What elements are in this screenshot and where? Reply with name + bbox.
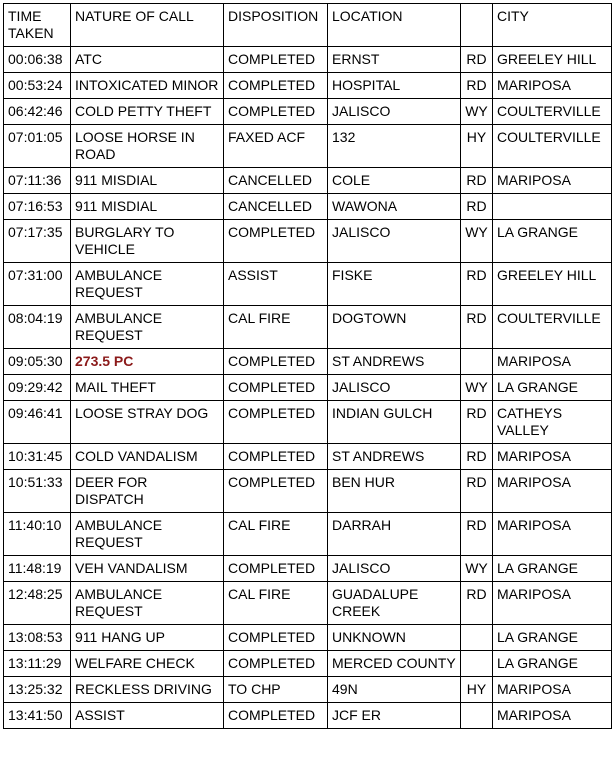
cell-nature: VEH VANDALISM [71,556,224,582]
cell-location: 49N [328,677,461,703]
cell-disposition: TO CHP [224,677,328,703]
cell-time: 10:51:33 [4,470,71,513]
cell-time: 07:11:36 [4,168,71,194]
header-city: CITY [493,4,612,47]
cell-location: JALISCO [328,556,461,582]
cell-location: ST ANDREWS [328,349,461,375]
header-suffix [461,4,493,47]
cell-time: 12:48:25 [4,582,71,625]
cell-suffix: RD [461,194,493,220]
cell-nature: LOOSE STRAY DOG [71,401,224,444]
table-row [4,168,612,194]
cell-time: 11:48:19 [4,556,71,582]
table-row [4,73,612,99]
cell-nature: MAIL THEFT [71,375,224,401]
cell-disposition: COMPLETED [224,349,328,375]
table-row [4,194,612,220]
cell-city: GREELEY HILL [493,47,612,73]
cell-disposition: COMPLETED [224,401,328,444]
cell-city: MARIPOSA [493,470,612,513]
cell-location: ERNST [328,47,461,73]
cell-disposition: COMPLETED [224,470,328,513]
cell-time: 09:05:30 [4,349,71,375]
cell-time: 13:25:32 [4,677,71,703]
header-nature: NATURE OF CALL [71,4,224,47]
cell-suffix [461,349,493,375]
cell-disposition: COMPLETED [224,73,328,99]
cell-nature: 911 MISDIAL [71,168,224,194]
cell-time: 00:53:24 [4,73,71,99]
cell-nature: LOOSE HORSE IN ROAD [71,125,224,168]
cell-time: 07:17:35 [4,220,71,263]
table-row [4,125,612,168]
cell-city: LA GRANGE [493,375,612,401]
cell-suffix: RD [461,47,493,73]
cell-suffix: WY [461,375,493,401]
cell-time: 09:46:41 [4,401,71,444]
table-row [4,582,612,625]
cell-disposition: CAL FIRE [224,582,328,625]
cell-suffix [461,625,493,651]
cell-nature: ATC [71,47,224,73]
cell-city: MARIPOSA [493,677,612,703]
cell-suffix: RD [461,470,493,513]
cell-city: MARIPOSA [493,513,612,556]
cell-disposition: COMPLETED [224,47,328,73]
cell-disposition: COMPLETED [224,703,328,729]
cell-suffix: RD [461,401,493,444]
cell-suffix [461,703,493,729]
cell-time: 13:08:53 [4,625,71,651]
cell-suffix [461,651,493,677]
cell-disposition: COMPLETED [224,99,328,125]
cell-location: 132 [328,125,461,168]
cell-suffix: RD [461,513,493,556]
cell-city: MARIPOSA [493,703,612,729]
cell-disposition: COMPLETED [224,556,328,582]
cell-location: JALISCO [328,99,461,125]
cell-time: 09:29:42 [4,375,71,401]
cell-time: 06:42:46 [4,99,71,125]
cell-city: CATHEYS VALLEY [493,401,612,444]
cell-nature: DEER FOR DISPATCH [71,470,224,513]
cell-location: FISKE [328,263,461,306]
table-row [4,263,612,306]
cell-nature: 911 HANG UP [71,625,224,651]
cell-location: MERCED COUNTY [328,651,461,677]
cell-city: LA GRANGE [493,220,612,263]
table-row [4,444,612,470]
header-time: TIME TAKEN [4,4,71,47]
cell-location: HOSPITAL [328,73,461,99]
table-row [4,625,612,651]
cell-suffix: RD [461,306,493,349]
cell-disposition: COMPLETED [224,220,328,263]
cell-location: JCF ER [328,703,461,729]
cell-disposition: COMPLETED [224,444,328,470]
table-row [4,47,612,73]
cell-nature: AMBULANCE REQUEST [71,513,224,556]
cell-city: MARIPOSA [493,582,612,625]
cell-disposition: COMPLETED [224,651,328,677]
table-row [4,677,612,703]
header-location: LOCATION [328,4,461,47]
cell-nature: RECKLESS DRIVING [71,677,224,703]
cell-nature: WELFARE CHECK [71,651,224,677]
cell-disposition: COMPLETED [224,625,328,651]
cell-city [493,194,612,220]
cell-time: 07:31:00 [4,263,71,306]
cell-location: WAWONA [328,194,461,220]
table-row [4,401,612,444]
cell-nature: 911 MISDIAL [71,194,224,220]
cell-nature: BURGLARY TO VEHICLE [71,220,224,263]
cell-suffix: RD [461,444,493,470]
table-row [4,99,612,125]
table-row [4,349,612,375]
table-row [4,703,612,729]
cell-disposition: CANCELLED [224,194,328,220]
cell-city: LA GRANGE [493,556,612,582]
cell-nature: ASSIST [71,703,224,729]
cell-city: LA GRANGE [493,651,612,677]
table-row [4,513,612,556]
cell-location: BEN HUR [328,470,461,513]
cell-suffix: RD [461,582,493,625]
cell-time: 13:41:50 [4,703,71,729]
cell-suffix: RD [461,73,493,99]
table-row [4,556,612,582]
cell-time: 07:01:05 [4,125,71,168]
cell-suffix: WY [461,556,493,582]
cell-city: GREELEY HILL [493,263,612,306]
table-row [4,375,612,401]
cell-city: MARIPOSA [493,444,612,470]
cell-suffix: HY [461,125,493,168]
cell-suffix: RD [461,168,493,194]
cell-location: DOGTOWN [328,306,461,349]
cell-city: COULTERVILLE [493,306,612,349]
table-row [4,306,612,349]
table-row [4,651,612,677]
cell-city: COULTERVILLE [493,99,612,125]
cell-time: 00:06:38 [4,47,71,73]
cell-city: MARIPOSA [493,73,612,99]
cell-disposition: CAL FIRE [224,513,328,556]
cell-city: LA GRANGE [493,625,612,651]
cell-time: 08:04:19 [4,306,71,349]
cell-suffix: HY [461,677,493,703]
cell-nature: AMBULANCE REQUEST [71,582,224,625]
cell-disposition: CANCELLED [224,168,328,194]
cell-nature: COLD PETTY THEFT [71,99,224,125]
cell-location: COLE [328,168,461,194]
cell-location: UNKNOWN [328,625,461,651]
cell-time: 11:40:10 [4,513,71,556]
cell-location: DARRAH [328,513,461,556]
cell-suffix: WY [461,99,493,125]
cell-location: JALISCO [328,220,461,263]
header-row [4,4,612,47]
cell-time: 10:31:45 [4,444,71,470]
cell-nature: COLD VANDALISM [71,444,224,470]
cell-city: COULTERVILLE [493,125,612,168]
cell-suffix: WY [461,220,493,263]
cell-city: MARIPOSA [493,168,612,194]
cell-nature: AMBULANCE REQUEST [71,263,224,306]
cell-city: MARIPOSA [493,349,612,375]
cell-nature: INTOXICATED MINOR [71,73,224,99]
cell-location: JALISCO [328,375,461,401]
cell-suffix: RD [461,263,493,306]
cell-location: GUADALUPE CREEK [328,582,461,625]
table-row [4,470,612,513]
table-row [4,220,612,263]
cell-nature: AMBULANCE REQUEST [71,306,224,349]
cell-time: 07:16:53 [4,194,71,220]
cell-location: ST ANDREWS [328,444,461,470]
cell-time: 13:11:29 [4,651,71,677]
cell-disposition: ASSIST [224,263,328,306]
cell-disposition: CAL FIRE [224,306,328,349]
cell-disposition: COMPLETED [224,375,328,401]
cell-disposition: FAXED ACF [224,125,328,168]
header-disposition: DISPOSITION [224,4,328,47]
cell-nature: 273.5 PC [71,349,224,375]
cell-location: INDIAN GULCH [328,401,461,444]
call-log-table [3,3,612,729]
